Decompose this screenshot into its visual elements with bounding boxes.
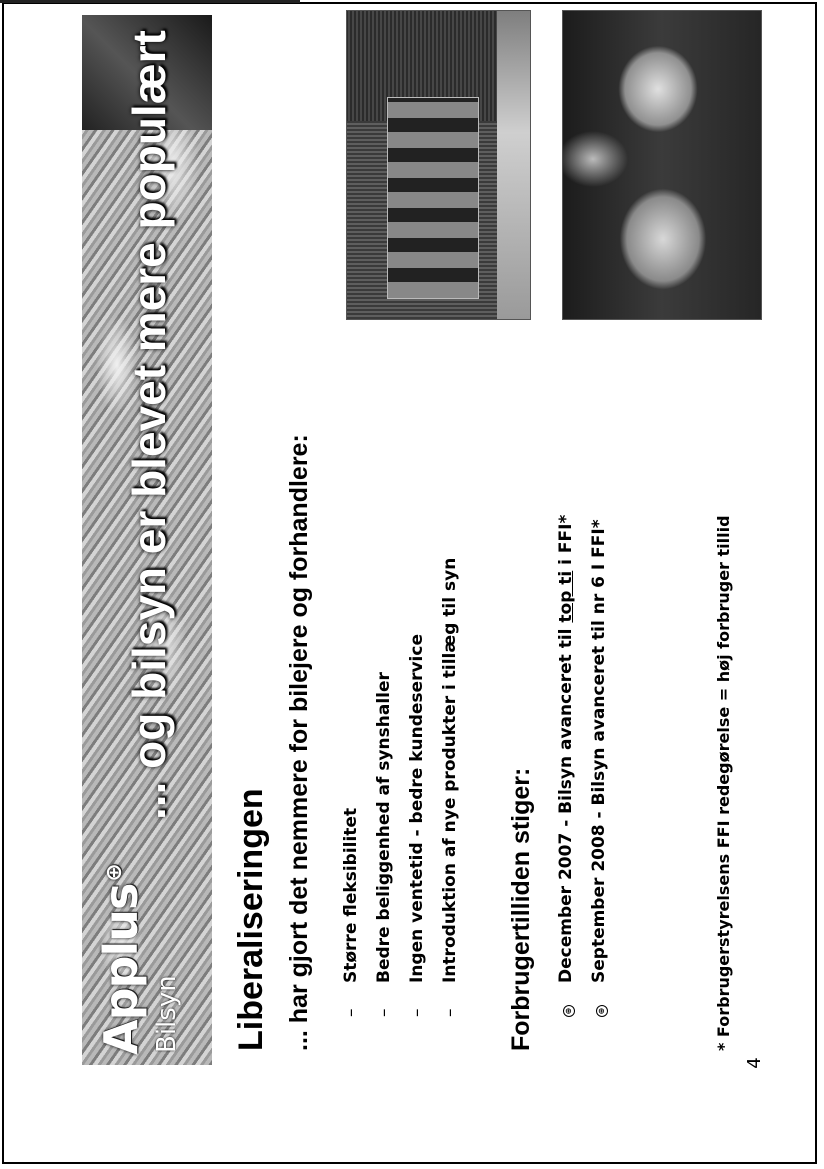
list-item: ⊕ December 2007 - Bilsyn avanceret til top ti i FFI* <box>549 515 582 1051</box>
list-item: – Større fleksibilitet <box>334 558 367 1051</box>
trust-list <box>549 515 615 1051</box>
page-number: 4 <box>744 1057 765 1069</box>
slide <box>82 15 742 1065</box>
slide-heading: Liberaliseringen <box>232 788 270 1051</box>
footnote: * Forbrugerstyrelsens FFI redegørelse = høj forbruger tillid <box>714 515 733 1051</box>
plus-circle-icon: ⊕ <box>596 1005 608 1017</box>
dash-marker: – <box>439 1008 460 1017</box>
inspection-building-photo <box>346 10 531 320</box>
list-item: – Bedre beliggenhed af synshaller <box>367 558 400 1051</box>
top-edge-line <box>0 0 300 3</box>
benefits-list <box>334 558 466 1051</box>
applus-logo: Applus⊕ <box>94 864 148 1055</box>
trust-heading: Forbrugertilliden stiger: <box>507 767 535 1051</box>
logo-plus-icon: ⊕ <box>101 864 127 882</box>
list-item: – Introduktion af nye produkter i tillæg til syn <box>433 558 466 1051</box>
slide-subheading: ... har gjort det nemmere for bilejere og forhandlere: <box>285 434 313 1051</box>
slide-banner <box>82 15 212 1065</box>
list-item: – Ingen ventetid - bedre kundeservice <box>400 558 433 1051</box>
list-item: ⊕ September 2008 - Bilsyn avanceret til nr 6 I FFI* <box>582 515 615 1051</box>
banner-title: ... og bilsyn er blevet mere populært <box>123 30 175 820</box>
logo-subtitle: Bilsyn <box>152 975 182 1053</box>
dash-marker: – <box>340 1008 361 1017</box>
dash-marker: – <box>406 1008 427 1017</box>
inspectors-photo <box>562 10 762 320</box>
dash-marker: – <box>373 1008 394 1017</box>
plus-circle-icon: ⊕ <box>563 1005 575 1017</box>
